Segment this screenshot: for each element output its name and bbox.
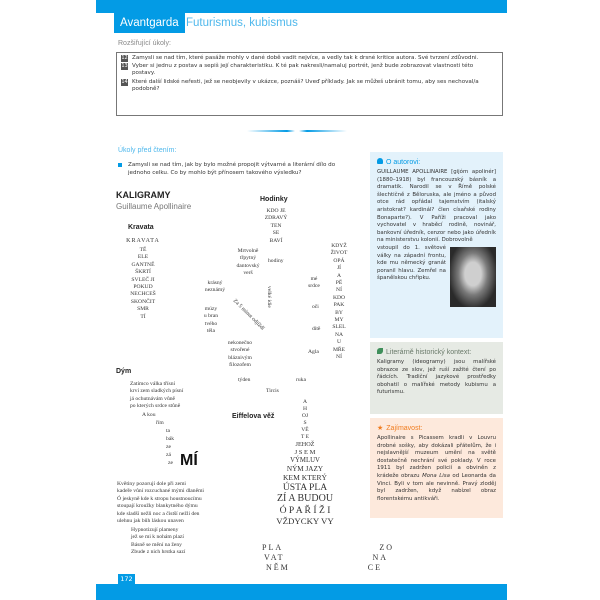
hodinky-hodiny: hodiny xyxy=(268,258,284,264)
dym-fall-1: A kou xyxy=(142,412,156,418)
poem-line: TEN xyxy=(270,222,282,229)
poem-line: jež se mi k nohám plazí xyxy=(131,534,184,541)
poem-title-hodinky: Hodinky xyxy=(260,196,288,203)
poem-line: VĚ xyxy=(301,427,309,433)
poem-line: kde sladší nežli noc a čistší nežli den xyxy=(117,510,200,517)
poem-line: neznámý xyxy=(204,287,226,294)
poem-line: VŽDYCKY VY xyxy=(276,515,334,526)
fun-box-header xyxy=(377,424,496,432)
context-box-header xyxy=(377,348,496,356)
poem-line: PĚ xyxy=(335,280,343,287)
author-box-title: O autorovi: xyxy=(386,159,421,166)
task-number: 13 xyxy=(121,63,128,70)
square-bullet-icon xyxy=(118,163,122,167)
task-text: Zamysli se nad tím, které pasáže mohly v dané době vadit nejvíce, a vedly tak k drsné kritice autora. Své tvrzení zdůvodni. xyxy=(132,55,479,61)
pre-reading-label: Úkoly před čtením: xyxy=(118,147,177,154)
poem-line: TÍ xyxy=(140,313,146,320)
poem-line: ZDRAVÝ xyxy=(264,215,288,222)
poem-line: verš xyxy=(243,270,253,277)
eiffel-leg-text: ZO xyxy=(379,543,394,552)
task-item xyxy=(121,63,498,77)
poem-line: SE xyxy=(272,230,280,237)
hodinky-agla: Agla xyxy=(308,349,319,355)
eiffel-legs xyxy=(258,543,398,573)
poem-line: JEHOŽ xyxy=(295,441,315,448)
poem-line: VÝMLUV xyxy=(290,456,320,464)
pre-reading-text: Zamysli se nad tím, jak by bylo možné propojit výtvarné a literární dílo do jednoho celku. Co by mohlo být přínosem takového výsledku? xyxy=(128,162,336,176)
poem-line: BY xyxy=(335,309,343,316)
dym-fall-5: ze xyxy=(166,444,171,450)
dym-stanza3 xyxy=(131,527,185,557)
poem-line: TĚ xyxy=(139,247,147,253)
poem-line: ELE xyxy=(137,254,149,261)
bottom-color-bar xyxy=(96,584,507,600)
hodinky-left2 xyxy=(198,280,232,295)
chapter-subtitle: Futurismus, kubismus xyxy=(186,17,298,29)
eiffel-leg-text: CE xyxy=(367,563,382,572)
poem-line: U xyxy=(336,339,342,346)
poem-line: KEM KTERÝ xyxy=(282,473,328,483)
poem-line: těla xyxy=(206,328,216,335)
poem-line: ŠKRTÍ xyxy=(135,269,151,276)
extension-tasks-label: Rozšiřující úkoly: xyxy=(118,40,171,47)
poem-line: krví zem sladkých písní xyxy=(130,388,184,395)
hodinky-diagonal: Za 5 minut odjíždí xyxy=(231,298,266,332)
hodinky-left1 xyxy=(228,248,268,278)
poem-line: A xyxy=(336,272,342,279)
fun-box-text xyxy=(377,435,496,503)
poem-line: ÚSTA PLA xyxy=(282,482,328,494)
poem-line: nekonečno xyxy=(227,340,253,346)
poem-line: S xyxy=(303,420,307,426)
poem-line: Hypnotizují plameny xyxy=(131,527,179,533)
task-text: Vyber si jednu z postav a sepiš její charakteristiku. K té pak nakresli/namaluj portrét, jenž bude zobrazovat vlastnosti této postavy. xyxy=(132,63,474,77)
poem-line: ulehnu jak bůh láskou unaven xyxy=(117,518,184,525)
eiffel-leg-row xyxy=(258,553,398,563)
task-text: Které další lidské neřesti, jež se neobjevily v ukázce, poznáš? Uveď příklady. Jak se můžeš ubránit tomu, aby ses nechoval/a podobně? xyxy=(132,78,479,92)
kravata-first-line: KRAVATA xyxy=(126,238,160,244)
eiffel-leg-text: NĚM xyxy=(266,563,290,572)
hodinky-velke: velké idie xyxy=(266,286,272,308)
eiffel-poem xyxy=(250,399,360,526)
dym-fall-4: bák xyxy=(166,436,175,442)
eiffel-leg-row xyxy=(258,543,398,553)
poem-line: KDYŽ xyxy=(331,243,347,249)
poem-line: OJ xyxy=(301,413,309,419)
extension-tasks-box xyxy=(116,52,503,116)
work-author: Guillaume Apollinaire xyxy=(116,202,192,211)
poem-line: po kterých srdce stůně xyxy=(130,403,181,410)
fun-text-b: od Leonarda da Vinci. Byli v tom ale nevinně. Pravý zloděj byl zadržen, když nabízel obraz florentskému antikváři. xyxy=(377,472,496,502)
poem-line: A xyxy=(302,399,308,405)
poem-line: MY xyxy=(334,317,344,324)
poem-line: dantovský xyxy=(236,262,260,269)
context-box xyxy=(370,342,503,414)
poem-line: KDO JE xyxy=(266,208,286,214)
poem-line: Ó jeskyně kde k stropu houstnoucímu xyxy=(117,495,202,502)
eiffel-leg-row xyxy=(258,563,398,573)
dym-stanza1 xyxy=(130,381,183,411)
dym-fall-3: ta xyxy=(166,428,171,434)
poem-line: filozofem xyxy=(229,362,251,369)
poem-line: NÍ xyxy=(336,354,342,361)
poem-line: Básně se mění na ženy xyxy=(131,541,182,548)
author-box-header xyxy=(377,158,496,166)
work-title: KALIGRAMY xyxy=(116,190,171,200)
quill-icon xyxy=(377,348,383,354)
poem-line: Ó P A Ř Í Ž I xyxy=(279,504,331,516)
poem-line: J S E M xyxy=(294,448,316,456)
hodinky-dite: dítě xyxy=(312,326,321,332)
poem-line: Zatímco válka třísní xyxy=(130,381,176,387)
poem-line: Zbude z nich hrstka sazí xyxy=(131,549,186,556)
poem-line: ŽIVOT xyxy=(330,250,348,257)
poem-line: stoupají kroužky blankytného dýmu xyxy=(117,503,198,510)
poem-line: třpytný xyxy=(239,255,257,262)
top-color-bar xyxy=(96,0,507,13)
hodinky-tyden: týden xyxy=(238,377,251,383)
poem-title-dym: Dým xyxy=(116,368,132,375)
poem-line: Květiny pozorují dole při zemi xyxy=(117,481,186,487)
author-box-text1: GUILLAUME APOLLINAIRE [gijóm apolinér] (1880–1918) byl francouzský básník a dramatik. Narodil se v Římě polské šlechtičně z Běloruska, ale jméno a původ otce rád opřádal tajemstvím (italský aristokrat? kardinál? člen císařské rodiny Bonaparte?). V Paříži pracoval jako vychovatel v hraběcí rodině, novinář, bankovní úředník, cenzor nebo jako úředník na ministerstvu kolonií. Dobrovolně xyxy=(377,169,496,244)
hodinky-left4 xyxy=(218,340,262,370)
poem-line: u bran xyxy=(203,313,219,320)
poem-title-eiffel: Eiffelova věž xyxy=(232,413,275,420)
poem-line: SLEL xyxy=(332,324,346,331)
poem-line: SVLEČ JI xyxy=(131,276,155,283)
poem-line: PAK xyxy=(333,302,345,309)
dym-fall-2: řím xyxy=(156,420,164,426)
poem-line: bláznivým xyxy=(228,354,252,361)
poem-line: tvého xyxy=(204,320,218,327)
section-divider xyxy=(247,130,347,132)
kravata-poem xyxy=(120,247,166,321)
eiffel-leg-text: PLA xyxy=(262,543,284,552)
poem-line: stvořené xyxy=(230,347,250,354)
dym-big-mi: MÍ xyxy=(180,452,198,469)
poem-line: OPÁ xyxy=(333,257,345,264)
task-item xyxy=(121,55,498,62)
star-icon: ★ xyxy=(377,425,384,432)
hodinky-oci: oči xyxy=(312,304,319,310)
poem-line: Mrtvolně xyxy=(237,248,259,254)
fun-box-title: Zajímavost: xyxy=(386,425,423,432)
poem-line: T E xyxy=(300,434,310,440)
person-icon xyxy=(377,158,383,164)
eiffel-leg-text: NA xyxy=(372,553,388,562)
poem-line: KDO xyxy=(332,294,346,301)
poem-line: SMR xyxy=(137,306,149,313)
poem-line: NA xyxy=(334,331,344,338)
task-item xyxy=(121,79,498,93)
context-box-text: Kaligramy (ideogramy) jsou malířské obrazce ze slov, jež ruší zažité čtení po řádcích. Tradiční jazykové prostředky obohatil o malířské metody kubismu a futurismu. xyxy=(377,359,496,396)
fun-text-a: Apollinaire s Picassem kradli v Louvru drobné sošky, aby dokázali přátelům, že i nejslavnější muzeum umění na světě dostatečně nechrání své poklady. V roce 1911 byl zadržen policií a obviněn z krádeže obrazu xyxy=(377,435,496,479)
page-number: 172 xyxy=(118,574,135,584)
hodinky-ruka: ruka xyxy=(296,377,306,383)
dym-stanza2 xyxy=(117,481,204,525)
poem-line: NÝM JAZY xyxy=(286,464,324,473)
hodinky-tircis: Tircis xyxy=(266,388,279,394)
fun-text-em: Mona Lisa xyxy=(422,472,450,479)
dym-fall-7: ze xyxy=(168,460,173,466)
hodinky-right xyxy=(328,243,350,362)
poem-line: ZÍ A BUDOU xyxy=(276,493,334,505)
poem-line: MŘE xyxy=(332,346,346,353)
author-box-text2: vstoupil do 1. světové války na západní frontu, kde mu německý granát poranil hlavu. Zemřel na španělskou chřipku. xyxy=(377,244,446,282)
hodinky-left3 xyxy=(196,306,226,336)
author-portrait xyxy=(450,247,496,307)
pre-reading-task xyxy=(118,161,348,177)
hodinky-me-srdce xyxy=(304,276,324,291)
dym-fall-6: zá xyxy=(166,452,171,458)
poem-line: já ochutnávám vůně xyxy=(130,395,176,402)
task-number: 14 xyxy=(121,78,128,85)
poem-line: H xyxy=(302,406,308,412)
hodinky-top xyxy=(256,208,296,245)
poem-line: BAVÍ xyxy=(269,237,283,244)
task-number: 12 xyxy=(121,55,128,61)
poem-line: kadeře vůní rozcuchané mými dlaněmi xyxy=(117,488,204,495)
poem-line: JÍ xyxy=(336,265,342,272)
poem-line: GANTNĚ xyxy=(131,261,155,268)
poem-line: mé xyxy=(310,276,318,282)
eiffel-leg-text: VAT xyxy=(264,553,285,562)
poem-line: múzy xyxy=(204,306,218,312)
poem-line: POKUD xyxy=(133,284,153,291)
fun-box xyxy=(370,418,503,518)
poem-line: srdce xyxy=(308,283,320,290)
poem-line: NECHCEŠ xyxy=(130,291,156,298)
poem-line: NÍ xyxy=(336,287,342,294)
poem-title-kravata: Kravata xyxy=(128,224,154,231)
poem-line: SKONČIT xyxy=(130,298,156,305)
context-box-title: Literárně historický kontext: xyxy=(386,349,472,356)
section-tag: Avantgarda xyxy=(114,13,185,33)
author-box xyxy=(370,152,503,338)
poem-line: krásný xyxy=(207,280,223,286)
